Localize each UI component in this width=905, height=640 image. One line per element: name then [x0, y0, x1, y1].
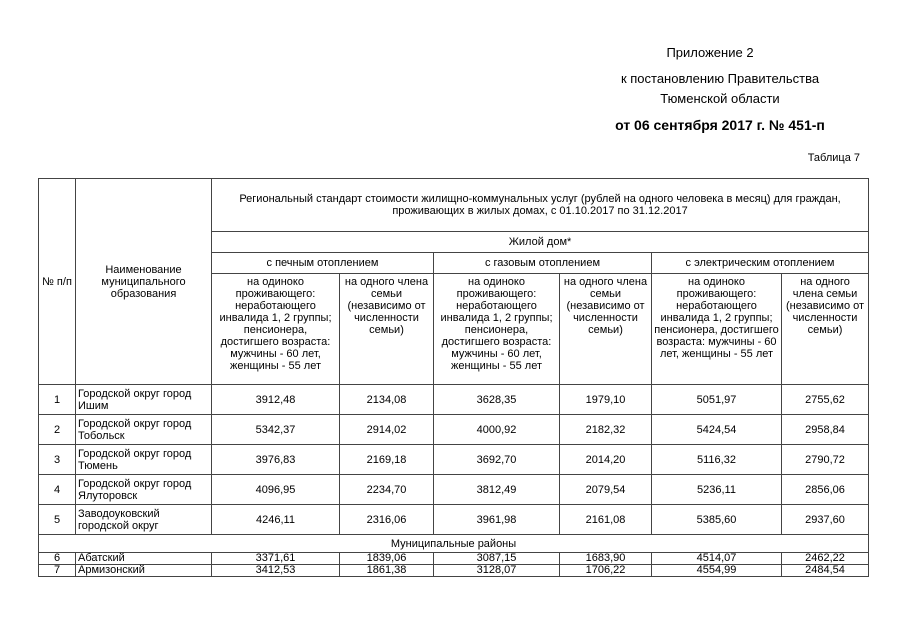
- cost-value: 1683,90: [560, 553, 652, 565]
- cost-value: 5385,60: [652, 505, 782, 535]
- cost-value: 2079,54: [560, 475, 652, 505]
- municipality-name: Городской округ город Ишим: [76, 385, 212, 415]
- cost-value: 5342,37: [212, 415, 340, 445]
- cost-value: 1861,38: [340, 565, 434, 577]
- table-row: [39, 565, 869, 577]
- appendix-label: Приложение 2: [666, 45, 754, 60]
- family-member-header: на одного члена семьи (независимо от численности семьи): [340, 274, 434, 385]
- municipality-name: Городской округ город Тобольск: [76, 415, 212, 445]
- cost-value: 2856,06: [782, 475, 869, 505]
- cost-value: 2790,72: [782, 445, 869, 475]
- cost-value: 2182,32: [560, 415, 652, 445]
- cost-value: 2755,62: [782, 385, 869, 415]
- housing-type-header: Жилой дом*: [212, 232, 869, 253]
- cost-value: 3812,49: [434, 475, 560, 505]
- cost-value: 3692,70: [434, 445, 560, 475]
- table-row: [39, 445, 869, 475]
- cost-value: 1979,10: [560, 385, 652, 415]
- table-row: [39, 553, 869, 565]
- cost-value: 4246,11: [212, 505, 340, 535]
- cost-value: 4000,92: [434, 415, 560, 445]
- row-number: 3: [39, 445, 76, 475]
- heating-electric-header: с электрическим отоплением: [652, 253, 869, 274]
- col-name-header: Наименование муниципального образования: [76, 179, 212, 385]
- municipality-name: Абатский: [76, 553, 212, 565]
- cost-value: 2161,08: [560, 505, 652, 535]
- cost-value: 2316,06: [340, 505, 434, 535]
- single-person-header: на одиноко проживающего: неработающего инвалида 1, 2 группы; пенсионера, достигшего возраста: мужчины - 60 лет, женщины - 55 лет: [212, 274, 340, 385]
- cost-value: 4554,99: [652, 565, 782, 577]
- cost-value: 2958,84: [782, 415, 869, 445]
- cost-value: 3128,07: [434, 565, 560, 577]
- municipality-name: Городской округ город Ялуторовск: [76, 475, 212, 505]
- cost-value: 2914,02: [340, 415, 434, 445]
- cost-value: 1706,22: [560, 565, 652, 577]
- cost-value: 3371,61: [212, 553, 340, 565]
- single-person-header: на одиноко проживающего: неработающего инвалида 1, 2 группы; пенсионера, достигшего возраста: мужчины - 60 лет, женщины - 55 лет: [652, 274, 782, 385]
- col-num-header: № п/п: [39, 179, 76, 385]
- table-row: [39, 505, 869, 535]
- cost-value: 4514,07: [652, 553, 782, 565]
- table-row: [39, 385, 869, 415]
- row-number: 5: [39, 505, 76, 535]
- single-person-header: на одиноко проживающего: неработающего инвалида 1, 2 группы; пенсионера, достигшего возраста: мужчины - 60 лет, женщины - 55 лет: [434, 274, 560, 385]
- region-line: Тюменской области: [660, 91, 780, 106]
- row-number: 7: [39, 565, 76, 577]
- heating-stove-header: с печным отоплением: [212, 253, 434, 274]
- cost-value: 5051,97: [652, 385, 782, 415]
- cost-value: 3412,53: [212, 565, 340, 577]
- family-member-header: на одного члена семьи (независимо от численности семьи): [560, 274, 652, 385]
- cost-value: 2484,54: [782, 565, 869, 577]
- cost-value: 2937,60: [782, 505, 869, 535]
- table-row: [39, 475, 869, 505]
- row-number: 4: [39, 475, 76, 505]
- cost-value: 3912,48: [212, 385, 340, 415]
- cost-value: 4096,95: [212, 475, 340, 505]
- cost-value: 5236,11: [652, 475, 782, 505]
- cost-value: 2234,70: [340, 475, 434, 505]
- municipality-name: Армизонский: [76, 565, 212, 577]
- cost-value: 2462,22: [782, 553, 869, 565]
- standard-cost-table: [38, 178, 869, 577]
- cost-value: 1839,06: [340, 553, 434, 565]
- table-title: Региональный стандарт стоимости жилищно-коммунальных услуг (рублей на одного человека в месяц) для граждан, проживающих в жилых домах, с 01.10.2017 по 31.12.2017: [212, 179, 869, 232]
- row-number: 1: [39, 385, 76, 415]
- heating-gas-header: с газовым отоплением: [434, 253, 652, 274]
- cost-value: 2169,18: [340, 445, 434, 475]
- cost-value: 3087,15: [434, 553, 560, 565]
- municipality-name: Заводоуковский городской округ: [76, 505, 212, 535]
- cost-value: 2134,08: [340, 385, 434, 415]
- row-number: 2: [39, 415, 76, 445]
- section-header: Муниципальные районы: [39, 535, 869, 553]
- cost-value: 3976,83: [212, 445, 340, 475]
- resolution-date: от 06 сентября 2017 г. № 451-п: [615, 117, 825, 133]
- municipality-name: Городской округ город Тюмень: [76, 445, 212, 475]
- cost-value: 2014,20: [560, 445, 652, 475]
- cost-value: 5116,32: [652, 445, 782, 475]
- family-member-header: на одного члена семьи (независимо от численности семьи): [782, 274, 869, 385]
- table-row: [39, 415, 869, 445]
- cost-value: 3961,98: [434, 505, 560, 535]
- table-number: Таблица 7: [807, 152, 860, 164]
- row-number: 6: [39, 553, 76, 565]
- cost-value: 5424,54: [652, 415, 782, 445]
- resolution-line: к постановлению Правительства: [620, 71, 820, 86]
- cost-value: 3628,35: [434, 385, 560, 415]
